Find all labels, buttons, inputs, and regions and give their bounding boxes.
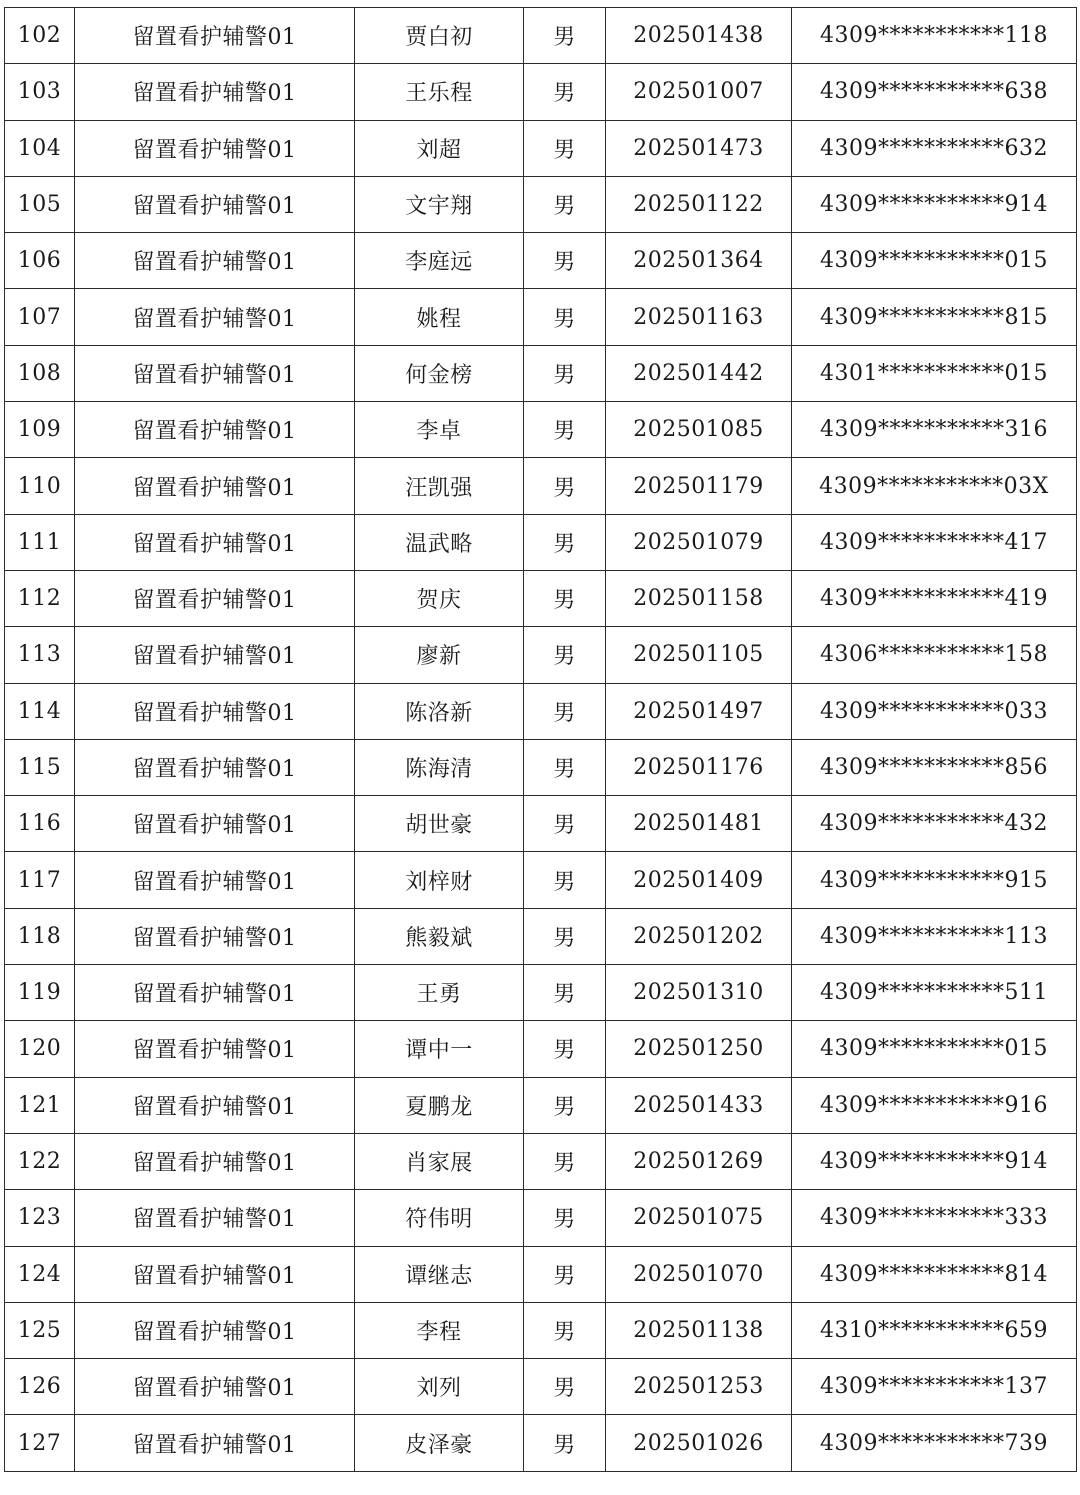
- post-name-cell: 留置看护辅警01: [75, 233, 355, 289]
- table-row: [5, 852, 1077, 908]
- row-number-cell: 124: [5, 1246, 75, 1302]
- candidate-name-cell: 何金榜: [355, 345, 524, 401]
- exam-number-cell: 202501433: [606, 1077, 792, 1133]
- candidate-name-cell: 王勇: [355, 965, 524, 1021]
- gender-cell: 男: [524, 345, 606, 401]
- gender-cell: 男: [524, 852, 606, 908]
- exam-number-cell: 202501158: [606, 570, 792, 626]
- table-row: [5, 627, 1077, 683]
- id-number-cell: 4309***********511: [792, 965, 1077, 1021]
- candidate-name-cell: 刘列: [355, 1359, 524, 1415]
- gender-cell: 男: [524, 402, 606, 458]
- candidate-name-cell: 皮泽豪: [355, 1415, 524, 1471]
- gender-cell: 男: [524, 176, 606, 232]
- id-number-cell: 4301***********015: [792, 345, 1077, 401]
- exam-number-cell: 202501163: [606, 289, 792, 345]
- post-name-cell: 留置看护辅警01: [75, 908, 355, 964]
- gender-cell: 男: [524, 1302, 606, 1358]
- post-name-cell: 留置看护辅警01: [75, 570, 355, 626]
- post-name-cell: 留置看护辅警01: [75, 1133, 355, 1189]
- exam-number-cell: 202501138: [606, 1302, 792, 1358]
- candidate-name-cell: 夏鹏龙: [355, 1077, 524, 1133]
- gender-cell: 男: [524, 514, 606, 570]
- row-number-cell: 113: [5, 627, 75, 683]
- gender-cell: 男: [524, 8, 606, 64]
- gender-cell: 男: [524, 908, 606, 964]
- row-number-cell: 118: [5, 908, 75, 964]
- candidate-name-cell: 姚程: [355, 289, 524, 345]
- row-number-cell: 127: [5, 1415, 75, 1471]
- id-number-cell: 4309***********137: [792, 1359, 1077, 1415]
- exam-number-cell: 202501442: [606, 345, 792, 401]
- table-row: [5, 233, 1077, 289]
- row-number-cell: 112: [5, 570, 75, 626]
- gender-cell: 男: [524, 1190, 606, 1246]
- table-row: [5, 120, 1077, 176]
- gender-cell: 男: [524, 458, 606, 514]
- exam-number-cell: 202501075: [606, 1190, 792, 1246]
- exam-number-cell: 202501085: [606, 402, 792, 458]
- exam-number-cell: 202501202: [606, 908, 792, 964]
- table-row: [5, 8, 1077, 64]
- row-number-cell: 125: [5, 1302, 75, 1358]
- table-row: [5, 402, 1077, 458]
- post-name-cell: 留置看护辅警01: [75, 1077, 355, 1133]
- table-row: [5, 908, 1077, 964]
- post-name-cell: 留置看护辅警01: [75, 1302, 355, 1358]
- id-number-cell: 4309***********419: [792, 570, 1077, 626]
- post-name-cell: 留置看护辅警01: [75, 796, 355, 852]
- row-number-cell: 117: [5, 852, 75, 908]
- id-number-cell: 4309***********914: [792, 1133, 1077, 1189]
- candidate-name-cell: 廖新: [355, 627, 524, 683]
- id-number-cell: 4309***********015: [792, 233, 1077, 289]
- table-row: [5, 458, 1077, 514]
- post-name-cell: 留置看护辅警01: [75, 965, 355, 1021]
- id-number-cell: 4309***********333: [792, 1190, 1077, 1246]
- candidate-name-cell: 符伟明: [355, 1190, 524, 1246]
- row-number-cell: 110: [5, 458, 75, 514]
- post-name-cell: 留置看护辅警01: [75, 64, 355, 120]
- candidate-table: [4, 7, 1077, 1472]
- gender-cell: 男: [524, 233, 606, 289]
- candidate-name-cell: 谭继志: [355, 1246, 524, 1302]
- table-row: [5, 1077, 1077, 1133]
- id-number-cell: 4309***********015: [792, 1021, 1077, 1077]
- exam-number-cell: 202501409: [606, 852, 792, 908]
- exam-number-cell: 202501122: [606, 176, 792, 232]
- post-name-cell: 留置看护辅警01: [75, 402, 355, 458]
- exam-number-cell: 202501176: [606, 739, 792, 795]
- gender-cell: 男: [524, 289, 606, 345]
- gender-cell: 男: [524, 1359, 606, 1415]
- candidate-name-cell: 汪凯强: [355, 458, 524, 514]
- row-number-cell: 103: [5, 64, 75, 120]
- gender-cell: 男: [524, 1021, 606, 1077]
- exam-number-cell: 202501179: [606, 458, 792, 514]
- table-row: [5, 1246, 1077, 1302]
- candidate-name-cell: 刘超: [355, 120, 524, 176]
- id-number-cell: 4309***********03X: [792, 458, 1077, 514]
- row-number-cell: 122: [5, 1133, 75, 1189]
- gender-cell: 男: [524, 1077, 606, 1133]
- post-name-cell: 留置看护辅警01: [75, 1246, 355, 1302]
- id-number-cell: 4310***********659: [792, 1302, 1077, 1358]
- gender-cell: 男: [524, 683, 606, 739]
- post-name-cell: 留置看护辅警01: [75, 1359, 355, 1415]
- exam-number-cell: 202501310: [606, 965, 792, 1021]
- post-name-cell: 留置看护辅警01: [75, 627, 355, 683]
- candidate-name-cell: 李庭远: [355, 233, 524, 289]
- id-number-cell: 4309***********814: [792, 1246, 1077, 1302]
- table-row: [5, 1190, 1077, 1246]
- exam-number-cell: 202501473: [606, 120, 792, 176]
- id-number-cell: 4309***********113: [792, 908, 1077, 964]
- table-row: [5, 965, 1077, 1021]
- row-number-cell: 121: [5, 1077, 75, 1133]
- row-number-cell: 102: [5, 8, 75, 64]
- post-name-cell: 留置看护辅警01: [75, 514, 355, 570]
- candidate-name-cell: 熊毅斌: [355, 908, 524, 964]
- row-number-cell: 119: [5, 965, 75, 1021]
- row-number-cell: 126: [5, 1359, 75, 1415]
- table-row: [5, 176, 1077, 232]
- id-number-cell: 4309***********916: [792, 1077, 1077, 1133]
- gender-cell: 男: [524, 627, 606, 683]
- row-number-cell: 120: [5, 1021, 75, 1077]
- exam-number-cell: 202501364: [606, 233, 792, 289]
- exam-number-cell: 202501079: [606, 514, 792, 570]
- gender-cell: 男: [524, 120, 606, 176]
- gender-cell: 男: [524, 64, 606, 120]
- row-number-cell: 123: [5, 1190, 75, 1246]
- table-row: [5, 570, 1077, 626]
- gender-cell: 男: [524, 796, 606, 852]
- id-number-cell: 4306***********158: [792, 627, 1077, 683]
- gender-cell: 男: [524, 1133, 606, 1189]
- post-name-cell: 留置看护辅警01: [75, 345, 355, 401]
- candidate-name-cell: 王乐程: [355, 64, 524, 120]
- post-name-cell: 留置看护辅警01: [75, 289, 355, 345]
- row-number-cell: 104: [5, 120, 75, 176]
- post-name-cell: 留置看护辅警01: [75, 120, 355, 176]
- table-row: [5, 683, 1077, 739]
- id-number-cell: 4309***********739: [792, 1415, 1077, 1471]
- table-row: [5, 64, 1077, 120]
- table-row: [5, 1133, 1077, 1189]
- id-number-cell: 4309***********033: [792, 683, 1077, 739]
- exam-number-cell: 202501269: [606, 1133, 792, 1189]
- table-row: [5, 514, 1077, 570]
- id-number-cell: 4309***********118: [792, 8, 1077, 64]
- id-number-cell: 4309***********632: [792, 120, 1077, 176]
- table-row: [5, 739, 1077, 795]
- row-number-cell: 111: [5, 514, 75, 570]
- exam-number-cell: 202501438: [606, 8, 792, 64]
- post-name-cell: 留置看护辅警01: [75, 739, 355, 795]
- exam-number-cell: 202501105: [606, 627, 792, 683]
- gender-cell: 男: [524, 739, 606, 795]
- candidate-name-cell: 贾白初: [355, 8, 524, 64]
- post-name-cell: 留置看护辅警01: [75, 1415, 355, 1471]
- id-number-cell: 4309***********316: [792, 402, 1077, 458]
- row-number-cell: 108: [5, 345, 75, 401]
- gender-cell: 男: [524, 570, 606, 626]
- post-name-cell: 留置看护辅警01: [75, 458, 355, 514]
- table-row: [5, 289, 1077, 345]
- candidate-name-cell: 李卓: [355, 402, 524, 458]
- exam-number-cell: 202501481: [606, 796, 792, 852]
- id-number-cell: 4309***********815: [792, 289, 1077, 345]
- candidate-name-cell: 谭中一: [355, 1021, 524, 1077]
- row-number-cell: 106: [5, 233, 75, 289]
- roster-sheet: [4, 7, 1076, 1472]
- table-row: [5, 345, 1077, 401]
- candidate-name-cell: 陈海清: [355, 739, 524, 795]
- candidate-name-cell: 李程: [355, 1302, 524, 1358]
- id-number-cell: 4309***********638: [792, 64, 1077, 120]
- gender-cell: 男: [524, 1246, 606, 1302]
- candidate-name-cell: 胡世豪: [355, 796, 524, 852]
- post-name-cell: 留置看护辅警01: [75, 1021, 355, 1077]
- exam-number-cell: 202501497: [606, 683, 792, 739]
- post-name-cell: 留置看护辅警01: [75, 683, 355, 739]
- row-number-cell: 116: [5, 796, 75, 852]
- post-name-cell: 留置看护辅警01: [75, 176, 355, 232]
- candidate-name-cell: 温武略: [355, 514, 524, 570]
- id-number-cell: 4309***********914: [792, 176, 1077, 232]
- gender-cell: 男: [524, 1415, 606, 1471]
- candidate-name-cell: 陈洛新: [355, 683, 524, 739]
- candidate-name-cell: 刘梓财: [355, 852, 524, 908]
- row-number-cell: 107: [5, 289, 75, 345]
- id-number-cell: 4309***********856: [792, 739, 1077, 795]
- candidate-name-cell: 贺庆: [355, 570, 524, 626]
- row-number-cell: 114: [5, 683, 75, 739]
- table-row: [5, 1415, 1077, 1471]
- row-number-cell: 115: [5, 739, 75, 795]
- id-number-cell: 4309***********417: [792, 514, 1077, 570]
- candidate-name-cell: 肖家展: [355, 1133, 524, 1189]
- exam-number-cell: 202501250: [606, 1021, 792, 1077]
- candidate-table-body: [5, 8, 1077, 1472]
- id-number-cell: 4309***********915: [792, 852, 1077, 908]
- post-name-cell: 留置看护辅警01: [75, 8, 355, 64]
- exam-number-cell: 202501070: [606, 1246, 792, 1302]
- row-number-cell: 109: [5, 402, 75, 458]
- post-name-cell: 留置看护辅警01: [75, 1190, 355, 1246]
- table-row: [5, 1359, 1077, 1415]
- row-number-cell: 105: [5, 176, 75, 232]
- exam-number-cell: 202501007: [606, 64, 792, 120]
- post-name-cell: 留置看护辅警01: [75, 852, 355, 908]
- table-row: [5, 1302, 1077, 1358]
- candidate-name-cell: 文宇翔: [355, 176, 524, 232]
- exam-number-cell: 202501026: [606, 1415, 792, 1471]
- exam-number-cell: 202501253: [606, 1359, 792, 1415]
- table-row: [5, 1021, 1077, 1077]
- gender-cell: 男: [524, 965, 606, 1021]
- id-number-cell: 4309***********432: [792, 796, 1077, 852]
- table-row: [5, 796, 1077, 852]
